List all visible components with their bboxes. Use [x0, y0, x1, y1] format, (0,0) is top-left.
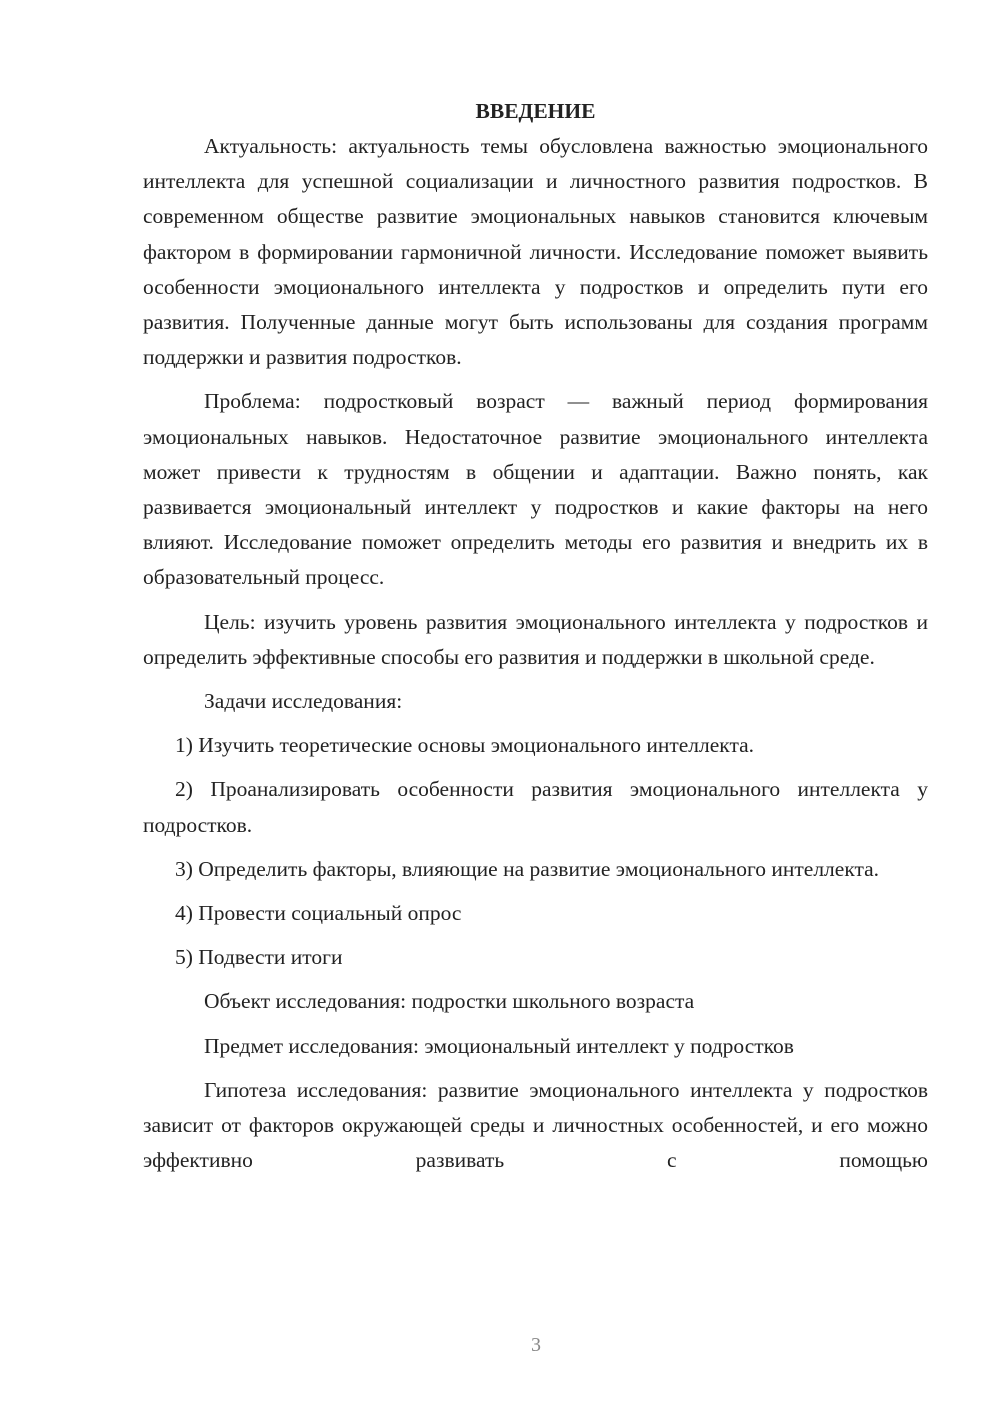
task-item-1: 1) Изучить теоретические основы эмоционального интеллекта.	[175, 733, 755, 758]
hypothesis-paragraph: Гипотеза исследования: развитие эмоционального интеллекта у подростков зависит от факторов окружающей среды и личностных особенностей, и его можно эффективно развивать с помощью	[143, 1077, 928, 1173]
object-paragraph: Объект исследования: подростки школьного возраста	[204, 989, 695, 1014]
page-number: 3	[531, 1334, 541, 1356]
section-title: ВВЕДЕНИЕ	[475, 99, 596, 123]
task-item-2: 2) Проанализировать особенности развития эмоционального интеллекта у подростков.	[143, 777, 928, 837]
tasks-heading: Задачи исследования:	[204, 689, 403, 714]
page-content	[143, 95, 928, 1187]
goal-paragraph: Цель: изучить уровень развития эмоционального интеллекта у подростков и определить эффективные способы его развития и поддержки в школьной среде.	[143, 609, 928, 669]
relevance-paragraph: Актуальность: актуальность темы обусловлена важностью эмоционального интеллекта для успешной социализации и личностного развития подростков. В современном обществе развитие эмоциональных навыков становится ключевым фактором в формировании гармоничной личности. Исследование поможет выявить особенности эмоционального интеллекта у подростков и определить пути его развития. Полученные данные могут быть использованы для создания программ поддержки и развития подростков.	[143, 134, 928, 370]
task-item-5: 5) Подвести итоги	[175, 945, 343, 970]
task-item-4: 4) Провести социальный опрос	[175, 901, 462, 926]
problem-paragraph: Проблема: подростковый возраст — важный период формирования эмоциональных навыков. Недостаточное развитие эмоционального интеллекта может привести к трудностям в общении и адаптации. Важно понять, как развивается эмоциональный интеллект у подростков и какие факторы на него влияют. Исследование поможет определить методы его развития и внедрить их в образовательный процесс.	[143, 389, 928, 590]
task-item-3: 3) Определить факторы, влияющие на развитие эмоционального интеллекта.	[175, 856, 880, 881]
subject-paragraph: Предмет исследования: эмоциональный интеллект у подростков	[204, 1033, 794, 1058]
